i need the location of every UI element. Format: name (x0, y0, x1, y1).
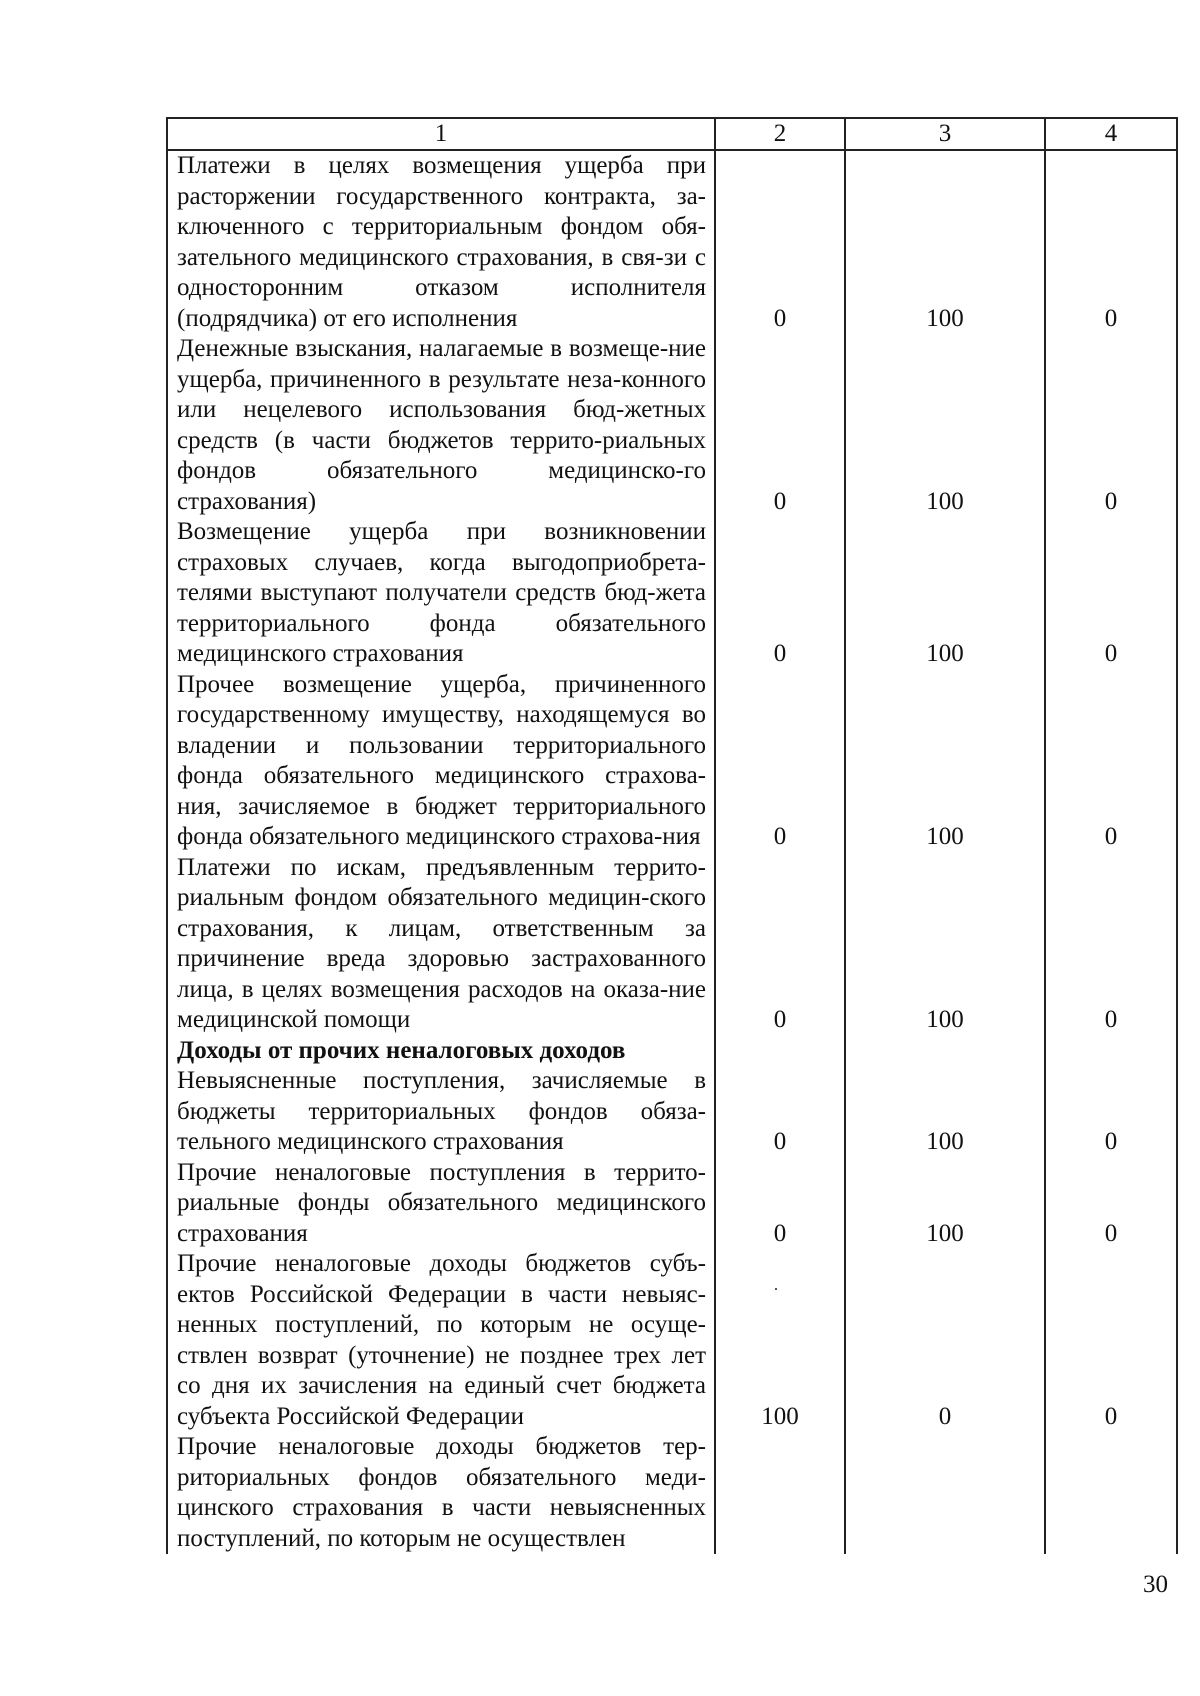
row-value-col-3: 100 (845, 517, 1045, 670)
row-description: Прочие неналоговые поступления в террито-риальные фонды обязательного медицинского страхования (167, 1158, 715, 1250)
row-description: Прочие неналоговые доходы бюджетов субъ-ектов Российской Федерации в части невыяс-ненных поступлений, по которым не осуще-ствлен возврат (уточнение) не позднее трех лет со дня их зачисления на единый счет бюджета субъекта Российской Федерации (167, 1249, 715, 1432)
table-row (167, 1432, 1177, 1554)
row-value-col-3: 100 (845, 334, 1045, 517)
row-value-col-3 (845, 1036, 1045, 1067)
table-section-row (167, 1036, 1177, 1067)
row-value-col-4 (1045, 1432, 1177, 1554)
row-description: Невыясненные поступления, зачисляемые в бюджеты территориальных фондов обяза-тельного медицинского страхования (167, 1066, 715, 1158)
row-value-col-2: 0 (715, 670, 845, 853)
row-value-col-3: 0 (845, 1249, 1045, 1432)
row-value-col-3: 100 (845, 150, 1045, 334)
table-header-row (167, 118, 1177, 150)
row-value-col-4: 0 (1045, 1066, 1177, 1158)
row-value-col-2: 0 (715, 1066, 845, 1158)
row-value-col-2: 100 (715, 1249, 845, 1432)
row-value-col-2: 0 (715, 853, 845, 1036)
table-row (167, 1249, 1177, 1432)
row-value-col-4: 0 (1045, 1249, 1177, 1432)
row-value-col-4: 0 (1045, 150, 1177, 334)
row-value-col-2 (715, 1036, 845, 1067)
table-row (167, 334, 1177, 517)
row-value-col-2: 0 (715, 1158, 845, 1250)
table-row (167, 517, 1177, 670)
table-row (167, 1158, 1177, 1250)
header-col-4: 4 (1045, 118, 1177, 150)
row-description: Денежные взыскания, налагаемые в возмеще-ние ущерба, причиненного в результате неза-конного или нецелевого использования бюд-жетных средств (в части бюджетов террито-риальных фондов обязательного медицинско-го страхования) (167, 334, 715, 517)
row-value-col-3: 100 (845, 1066, 1045, 1158)
row-value-col-4: 0 (1045, 670, 1177, 853)
table-row (167, 1066, 1177, 1158)
row-description: Платежи по искам, предъявленным террито-риальным фондом обязательного медицин-ского страхования, к лицам, ответственным за причинение вреда здоровью застрахованного лица, в целях возмещения расходов на оказа-ние медицинской помощи (167, 853, 715, 1036)
row-value-col-4: 0 (1045, 334, 1177, 517)
row-value-col-3 (845, 1432, 1045, 1554)
header-col-2: 2 (715, 118, 845, 150)
scan-speck (775, 1288, 777, 1290)
row-description: Возмещение ущерба при возникновении страховых случаев, когда выгодоприобрета-телями выступают получатели средств бюд-жета территориального фонда обязательного медицинского страхования (167, 517, 715, 670)
row-value-col-3: 100 (845, 853, 1045, 1036)
table-row (167, 150, 1177, 334)
row-value-col-2: 0 (715, 334, 845, 517)
row-value-col-2 (715, 1432, 845, 1554)
row-value-col-4: 0 (1045, 517, 1177, 670)
table-row (167, 853, 1177, 1036)
row-description: Прочее возмещение ущерба, причиненного государственному имуществу, находящемуся во владении и пользовании территориального фонда обязательного медицинского страхова-ния, зачисляемое в бюджет территориального фонда обязательного медицинского страхова-ния (167, 670, 715, 853)
row-value-col-2: 0 (715, 517, 845, 670)
page-number: 30 (1143, 1571, 1168, 1598)
section-heading: Доходы от прочих неналоговых доходов (167, 1036, 715, 1067)
row-value-col-4: 0 (1045, 853, 1177, 1036)
row-description: Прочие неналоговые доходы бюджетов тер-риториальных фондов обязательного меди-цинского страхования в части невыясненных поступлений, по которым не осуществлен (167, 1432, 715, 1554)
revenue-table (166, 117, 1178, 1554)
row-value-col-3: 100 (845, 1158, 1045, 1250)
row-value-col-3: 100 (845, 670, 1045, 853)
row-value-col-4 (1045, 1036, 1177, 1067)
header-col-1: 1 (167, 118, 715, 150)
table-row (167, 670, 1177, 853)
row-description: Платежи в целях возмещения ущерба при расторжении государственного контракта, за-ключенного с территориальным фондом обя-зательного медицинского страхования, в свя-зи с односторонним отказом исполнителя (подрядчика) от его исполнения (167, 150, 715, 334)
row-value-col-2: 0 (715, 150, 845, 334)
row-value-col-4: 0 (1045, 1158, 1177, 1250)
header-col-3: 3 (845, 118, 1045, 150)
